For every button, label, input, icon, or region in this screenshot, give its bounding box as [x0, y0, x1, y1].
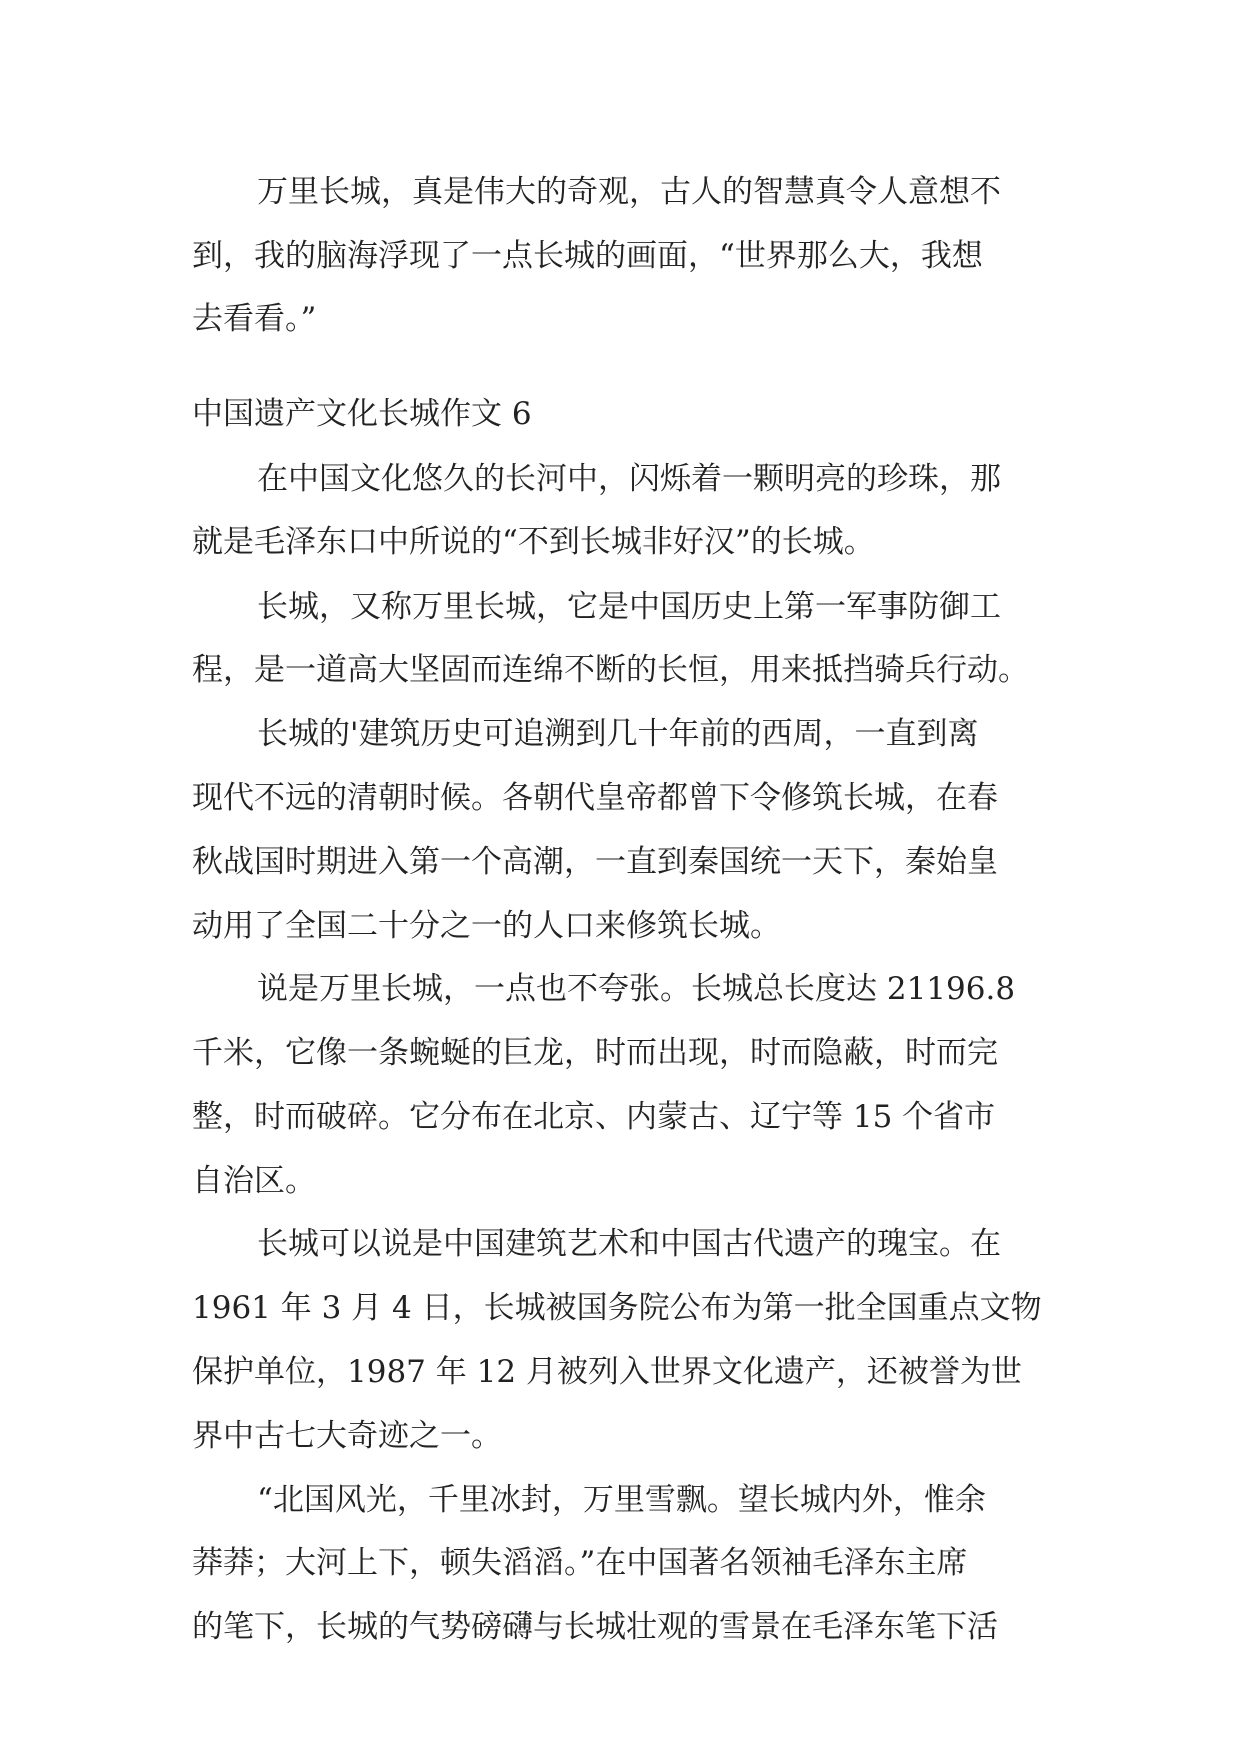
paragraph-2-text: 在中国文化悠久的长河中，闪烁着一颗明亮的珍珠，那 [257, 461, 1001, 497]
paragraph-4-line-3 [0, 830, 1241, 894]
paragraph-2-line-1 [0, 447, 1241, 511]
paragraph-5-text: 千米，它像一条蜿蜒的巨龙，时而出现，时而隐蔽，时而完 [192, 1035, 998, 1071]
paragraph-7-text: 的笔下，长城的气势磅礴与长城壮观的雪景在毛泽东笔下活 [192, 1609, 998, 1645]
paragraph-2-text: 就是毛泽东口中所说的“不到长城非好汉”的长城。 [192, 524, 875, 560]
section-heading [0, 382, 1241, 446]
paragraph-5-line-2 [0, 1021, 1241, 1085]
paragraph-6-line-2 [0, 1276, 1241, 1340]
paragraph-6-text: 1961 年 3 月 4 日，长城被国务院公布为第一批全国重点文物 [192, 1290, 1042, 1326]
paragraph-7-line-2 [0, 1531, 1241, 1595]
paragraph-4-text: 秋战国时期进入第一个高潮，一直到秦国统一天下，秦始皇 [192, 844, 998, 880]
paragraph-1-text: 去看看。” [192, 301, 317, 337]
paragraph-3-text: 长城，又称万里长城，它是中国历史上第一军事防御工 [257, 589, 1001, 625]
paragraph-5-line-1 [0, 957, 1241, 1021]
paragraph-3-text: 程，是一道高大坚固而连绵不断的长恒，用来抵挡骑兵行动。 [192, 652, 1029, 688]
paragraph-7-line-1 [0, 1468, 1241, 1532]
paragraph-5-text: 自治区。 [192, 1163, 316, 1199]
paragraph-5-line-3 [0, 1085, 1241, 1149]
paragraph-5-text: 整，时而破碎。它分布在北京、内蒙古、辽宁等 15 个省市 [192, 1099, 996, 1135]
paragraph-3-line-2 [0, 638, 1241, 702]
paragraph-4-text: 动用了全国二十分之一的人口来修筑长城。 [192, 908, 781, 944]
paragraph-5-line-4 [0, 1149, 1241, 1213]
paragraph-6-text: 长城可以说是中国建筑艺术和中国古代遗产的瑰宝。在 [257, 1226, 1001, 1262]
paragraph-4-text: 现代不远的清朝时候。各朝代皇帝都曾下令修筑长城，在春 [192, 780, 998, 816]
paragraph-4-line-2 [0, 766, 1241, 830]
section-heading-text: 中国遗产文化长城作文 6 [192, 396, 532, 432]
paragraph-7-text: 莽莽；大河上下，顿失滔滔。”在中国著名领袖毛泽东主席 [192, 1545, 968, 1581]
paragraph-6-text: 保护单位，1987 年 12 月被列入世界文化遗产，还被誉为世 [192, 1354, 1022, 1390]
paragraph-6-text: 界中古七大奇迹之一。 [192, 1418, 502, 1454]
paragraph-7-line-3 [0, 1595, 1241, 1659]
paragraph-7-text: “北国风光，千里冰封，万里雪飘。望长城内外，惟余 [257, 1482, 986, 1518]
paragraph-1-text: 到，我的脑海浮现了一点长城的画面，“世界那么大，我想 [192, 238, 983, 274]
paragraph-6-line-1 [0, 1212, 1241, 1276]
paragraph-3-line-1 [0, 575, 1241, 639]
paragraph-5-text: 说是万里长城，一点也不夸张。长城总长度达 21196.8 [257, 971, 1016, 1007]
paragraph-4-line-4 [0, 894, 1241, 958]
paragraph-1-line-2 [0, 224, 1241, 288]
paragraph-1-line-3 [0, 287, 1241, 351]
paragraph-2-line-2 [0, 510, 1241, 574]
paragraph-6-line-4 [0, 1404, 1241, 1468]
paragraph-4-text: 长城的'建筑历史可追溯到几十年前的西周，一直到离 [257, 716, 979, 752]
paragraph-1-text: 万里长城，真是伟大的奇观，古人的智慧真令人意想不 [257, 174, 1001, 210]
paragraph-1-line-1 [0, 160, 1241, 224]
paragraph-4-line-1 [0, 702, 1241, 766]
paragraph-6-line-3 [0, 1340, 1241, 1404]
